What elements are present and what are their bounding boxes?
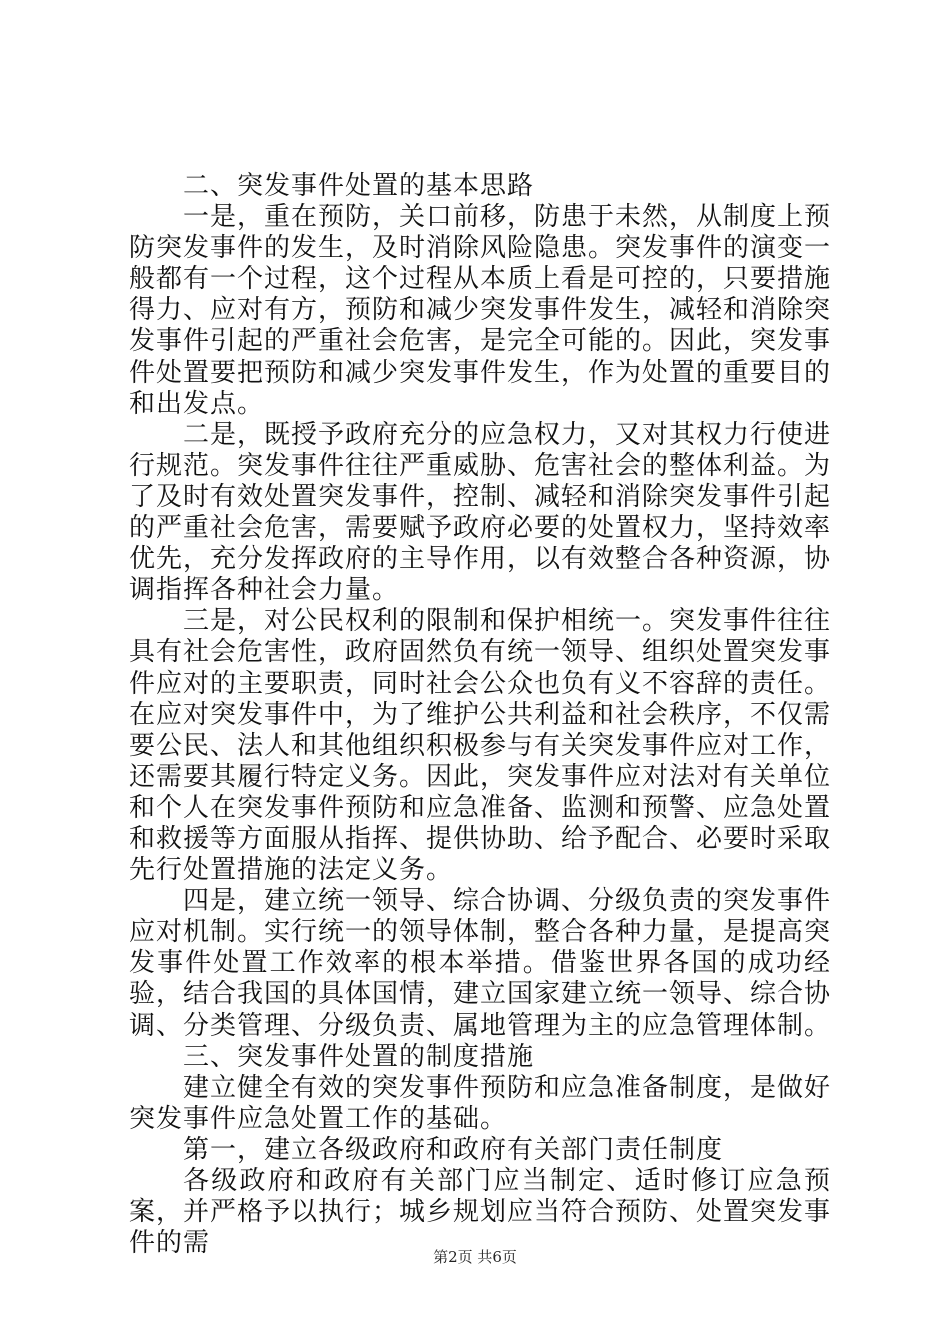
paragraph-point-3: 三是，对公民权利的限制和保护相统一。突发事件往往具有社会危害性，政府固然负有统一领导、组织处置突发事件应对的主要职责，同时社会公众也负有义不容辞的责任。在应对突发事件中，为了维护公共利益和社会秩序，不仅需要公民、法人和其他组织积极参与有关突发事件应对工作，还需要其履行特定义务。因此，突发事件应对法对有关单位和个人在突发事件预防和应急准备、监测和预警、应急处置和救援等方面服从指挥、提供协助、给予配合、必要时采取先行处置措施的法定义务。	[129, 606, 832, 886]
subheading-first: 第一，建立各级政府和政府有关部门责任制度	[183, 1134, 724, 1165]
paragraph-intro: 建立健全有效的突发事件预防和应急准备制度，是做好突发事件应急处置工作的基础。	[129, 1072, 832, 1134]
paragraph-first-body: 各级政府和政府有关部门应当制定、适时修订应急预案，并严格予以执行；城乡规划应当符合预防、处置突发事件的需	[129, 1166, 832, 1259]
page-footer: 第2页 共6页	[433, 1248, 517, 1266]
document-body	[129, 171, 831, 1259]
paragraph-point-2: 二是，既授予政府充分的应急权力，又对其权力行使进行规范。突发事件往往严重威胁、危害社会的整体利益。为了及时有效处置突发事件，控制、减轻和消除突发事件引起的严重社会危害，需要赋予政府必要的处置权力，坚持效率优先，充分发挥政府的主导作用，以有效整合各种资源，协调指挥各种社会力量。	[129, 419, 832, 606]
section-heading-3: 三、突发事件处置的制度措施	[183, 1041, 535, 1072]
section-heading-2: 二、突发事件处置的基本思路	[183, 171, 535, 201]
paragraph-point-4: 四是，建立统一领导、综合协调、分级负责的突发事件应对机制。实行统一的领导体制，整合各种力量，是提高突发事件处置工作效率的根本举措。借鉴世界各国的成功经验，结合我国的具体国情，建立国家建立统一领导、综合协调、分类管理、分级负责、属地管理为主的应急管理体制。	[129, 886, 832, 1041]
paragraph-point-1: 一是，重在预防，关口前移，防患于未然，从制度上预防突发事件的发生，及时消除风险隐患。突发事件的演变一般都有一个过程，这个过程从本质上看是可控的，只要措施得力、应对有方，预防和减少突发事件发生，减轻和消除突发事件引起的严重社会危害，是完全可能的。因此，突发事件处置要把预防和减少突发事件发生，作为处置的重要目的和出发点。	[129, 202, 832, 419]
